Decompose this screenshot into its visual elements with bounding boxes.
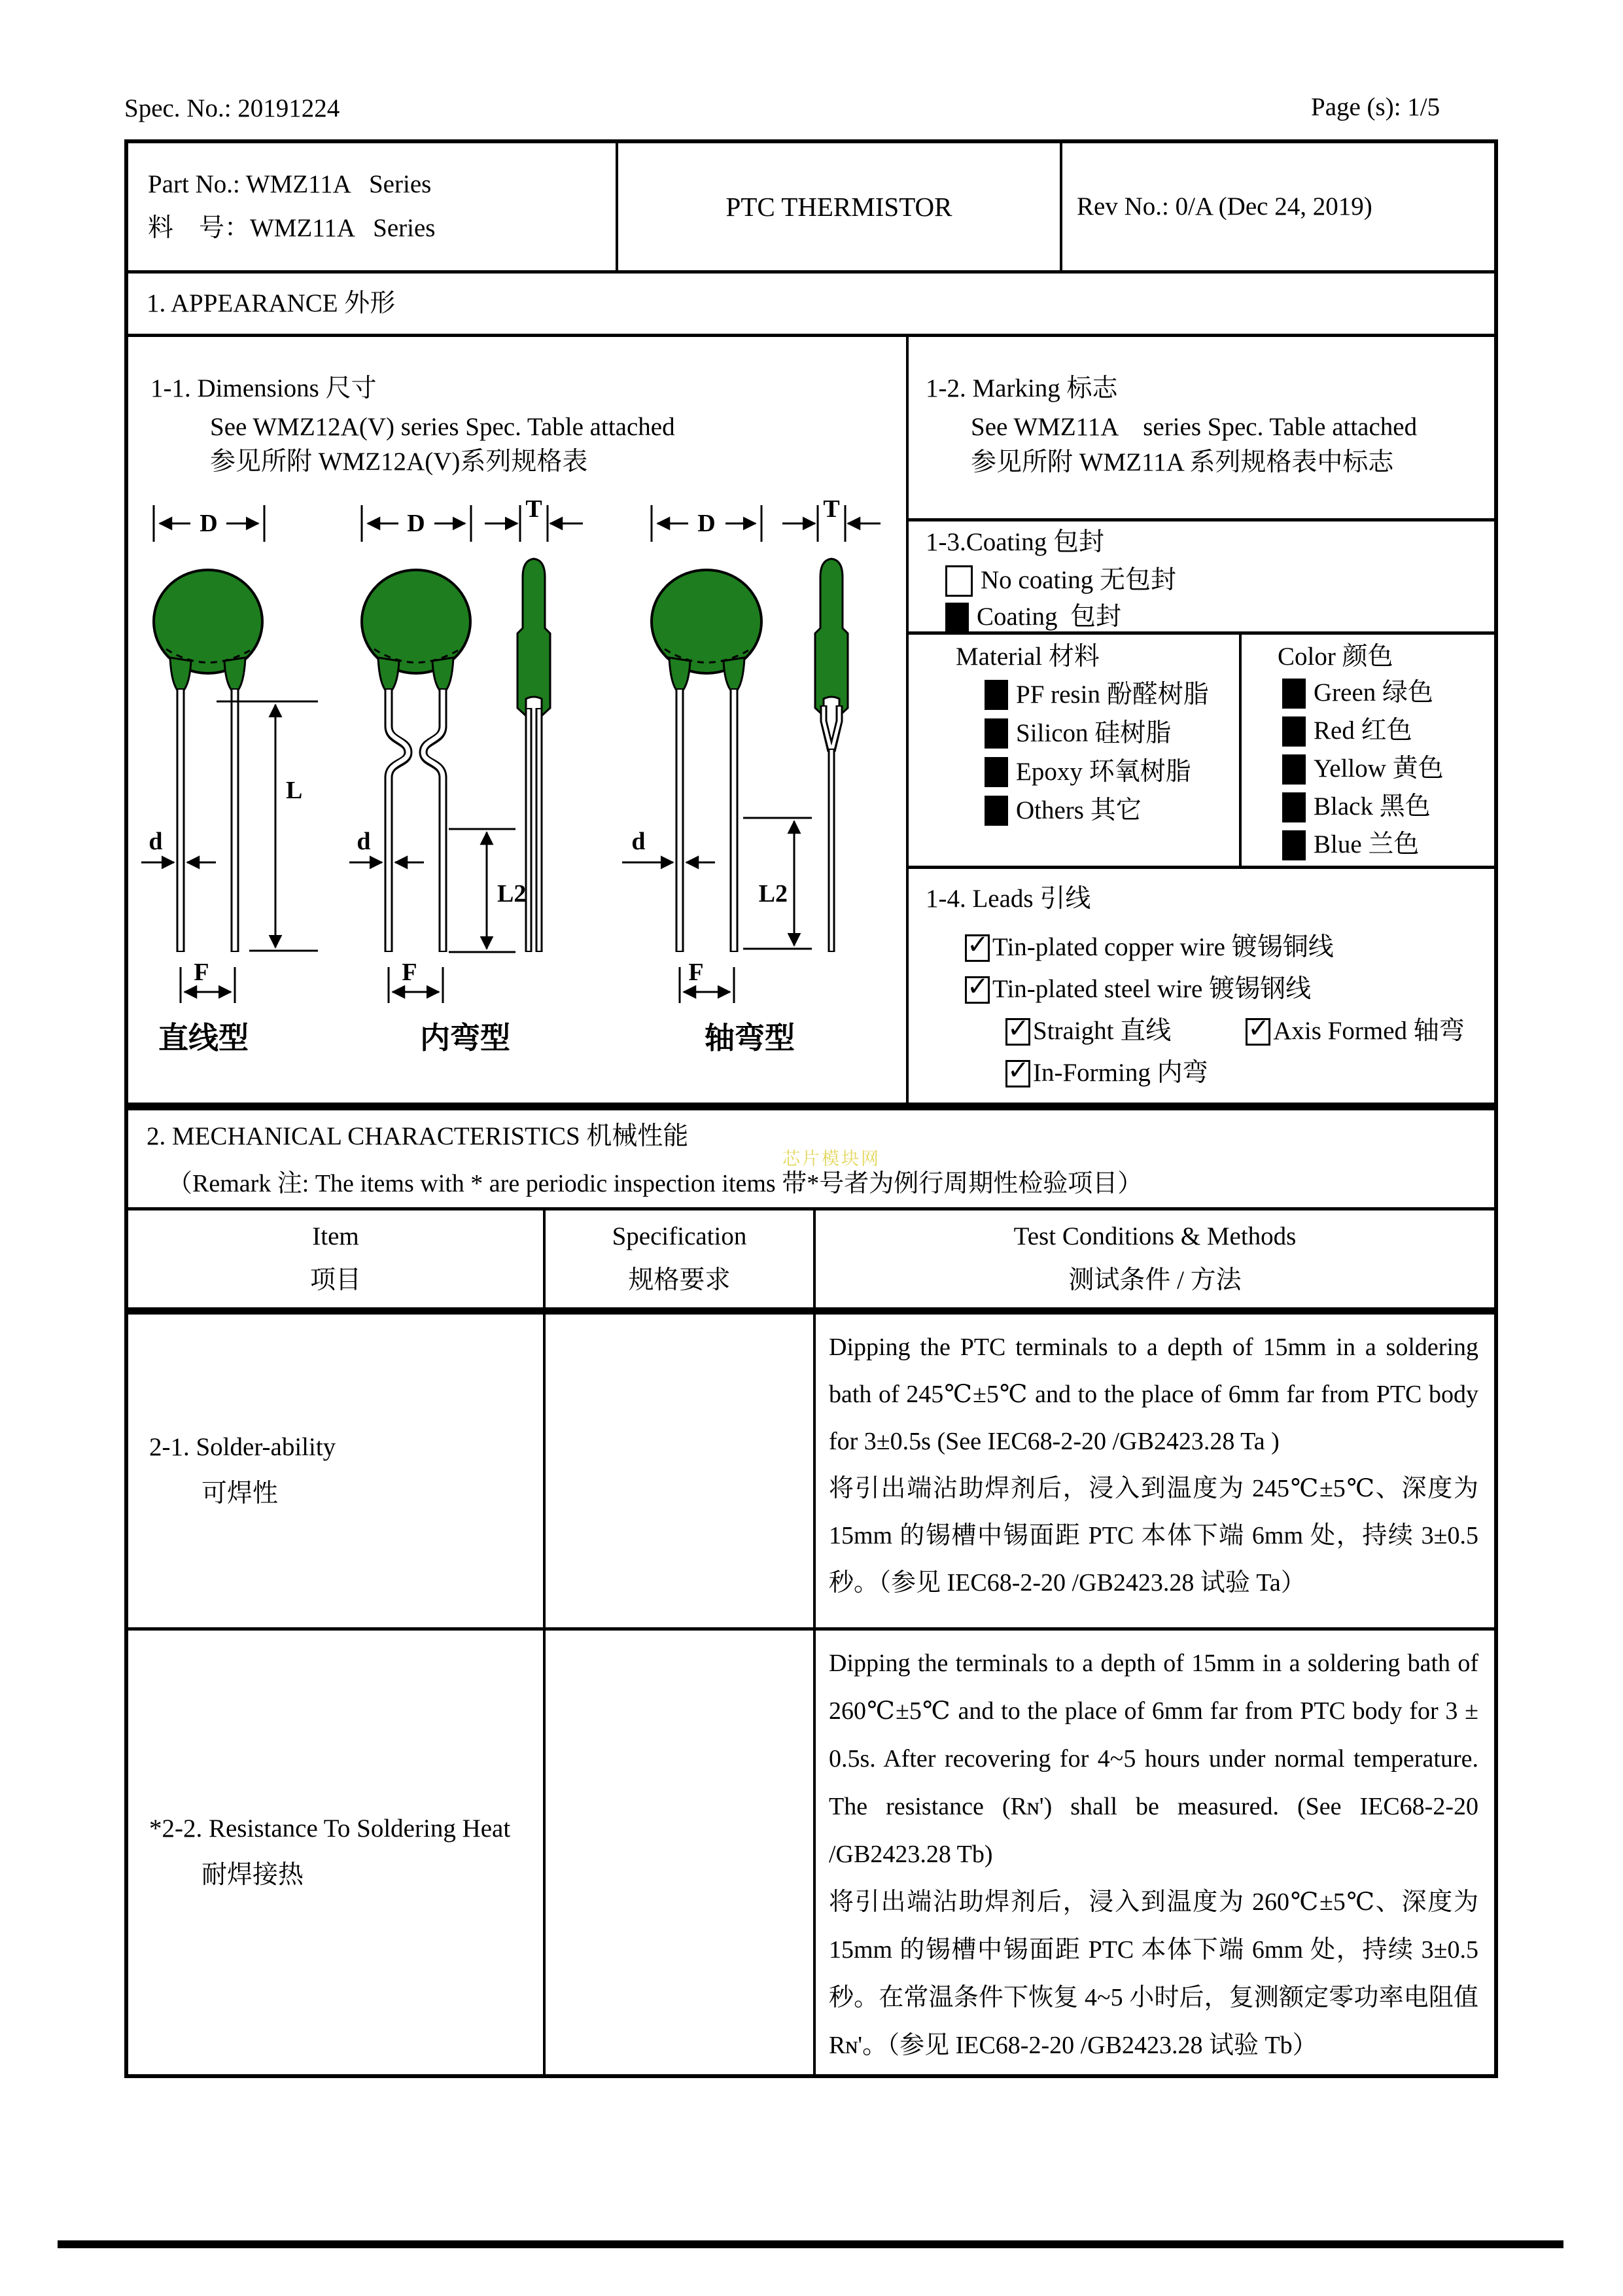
- doc-title-cell: [616, 143, 1060, 270]
- leads-inform-row: [926, 1053, 1494, 1095]
- soldering-heat-item-cell: [128, 1631, 543, 2074]
- material-item-label: Epoxy 环氧树脂: [1016, 757, 1191, 786]
- material-item: [909, 715, 1239, 753]
- part-no-english: Part No.: WMZ11A Series: [148, 170, 432, 199]
- checkbox-icon: [1282, 792, 1306, 822]
- dim-label-d: d: [148, 828, 163, 855]
- color-cell: [1239, 635, 1497, 866]
- material-item-label: Silicon 硅树脂: [1016, 718, 1172, 747]
- dim-label-F: F: [402, 959, 417, 986]
- leads-steel-label: Tin-plated steel wire 镀锡钢线: [992, 975, 1312, 1004]
- color-item-label: Blue 兰色: [1314, 830, 1420, 859]
- figure-inform-type: [349, 505, 526, 1055]
- material-item: [909, 792, 1239, 830]
- color-item: [1242, 713, 1497, 751]
- color-item: [1242, 788, 1497, 826]
- test-conditions-en: Dipping the PTC terminals to a depth of 15mm in a soldering bath of 245℃±5℃ and to the place of 6mm far from PTC body for 3±0.5s (See IEC68-2-20 /GB2423.28 Ta ): [829, 1333, 1478, 1455]
- material-title: Material 材料: [956, 643, 1100, 671]
- coating-title: 1-3.Coating 包封: [926, 528, 1104, 556]
- material-item: [909, 676, 1239, 715]
- dim-label-L2: L2: [758, 880, 788, 908]
- dim-label-T: T: [525, 495, 542, 523]
- checkbox-icon: [965, 934, 990, 962]
- disc-side-body: [517, 559, 550, 716]
- color-title: Color 颜色: [1278, 643, 1393, 671]
- checkbox-icon: [1246, 1018, 1270, 1046]
- mechanical-section-row: [128, 1103, 1494, 1207]
- item-en: 2-1. Solder-ability: [149, 1433, 336, 1462]
- color-item: [1242, 675, 1497, 713]
- checkbox-icon: [945, 603, 969, 633]
- dim-label-T: T: [823, 495, 840, 523]
- figure-axis-type: [622, 505, 812, 1055]
- solderability-test-cell: [813, 1315, 1494, 1627]
- dim-label-L2: L2: [497, 880, 527, 908]
- doc-title: PTC THERMISTOR: [725, 192, 952, 222]
- item-cn: 耐焊接热: [201, 1861, 304, 1889]
- dimensions-cell: [128, 337, 906, 1103]
- checkbox-icon: [1282, 679, 1306, 709]
- header-item-cn: 项目: [309, 1266, 361, 1294]
- color-item-label: Yellow 黄色: [1314, 754, 1444, 783]
- dim-label-D: D: [407, 510, 425, 537]
- leads-copper-wire: [926, 927, 1494, 969]
- coating-options: [926, 563, 1494, 636]
- side-view-axis: [782, 495, 881, 952]
- part-no-cell: [128, 143, 616, 270]
- appearance-section-row: [128, 270, 1494, 334]
- material-cell: [909, 635, 1239, 866]
- checkbox-icon: [1005, 1060, 1030, 1087]
- marking-line2: 参见所附 WMZ11A 系列规格表中标志: [971, 448, 1394, 476]
- checkbox-icon: [985, 796, 1008, 826]
- coating-option-label: No coating 无包封: [981, 566, 1176, 595]
- dim-label-L: L: [286, 777, 303, 804]
- material-color-section: [909, 631, 1494, 866]
- checkbox-icon: [1282, 754, 1306, 785]
- caption-straight: 直线型: [158, 1021, 249, 1055]
- leads-steel-wire: [926, 969, 1494, 1011]
- rev-no-cell: [1060, 143, 1494, 270]
- disc-side-body: [815, 559, 848, 716]
- coating-option: [926, 599, 1494, 636]
- caption-axis: 轴弯型: [705, 1021, 795, 1055]
- leads-straight-label: Straight 直线: [1033, 1017, 1172, 1046]
- mech-table-header-row: [128, 1207, 1494, 1307]
- mechanical-section-title: 2. MECHANICAL CHARACTERISTICS 机械性能: [147, 1122, 689, 1150]
- row-solderability: [128, 1307, 1494, 1627]
- soldering-heat-spec-cell: [543, 1631, 813, 2074]
- color-item: [1242, 751, 1497, 788]
- solderability-spec-cell: [543, 1315, 813, 1627]
- header-spec-en: Specification: [612, 1222, 747, 1251]
- leads-axis-label: Axis Formed 轴弯: [1273, 1017, 1465, 1046]
- header-spec-cell: [543, 1210, 813, 1307]
- spec-number: Spec. No.: 20191224: [124, 94, 340, 122]
- figure-straight-type: [141, 505, 318, 1055]
- header-test-cell: [813, 1210, 1494, 1307]
- checkbox-icon: [985, 680, 1008, 710]
- page-number: Page (s): 1/5: [1311, 93, 1440, 121]
- leads-section: [909, 866, 1494, 1103]
- item-cn: 可焊性: [201, 1479, 279, 1508]
- dim-label-F: F: [194, 959, 209, 986]
- thermistor-figures: [128, 491, 906, 1103]
- header-test-en: Test Conditions & Methods: [1013, 1222, 1297, 1251]
- checkbox-icon: [945, 565, 973, 597]
- row-soldering-heat: [128, 1627, 1494, 2074]
- part-no-chinese: 料 号：WMZ11A Series: [148, 214, 436, 242]
- dim-label-d: d: [631, 828, 646, 855]
- dimensions-line2: 参见所附 WMZ12A(V)系列规格表: [210, 448, 588, 476]
- checkbox-icon: [1282, 716, 1306, 747]
- material-item-label: Others 其它: [1016, 796, 1142, 824]
- dimensions-title: 1-1. Dimensions 尺寸: [150, 374, 377, 402]
- dim-label-D: D: [697, 510, 716, 537]
- checkbox-icon: [1282, 830, 1306, 860]
- leads-title: 1-4. Leads 引线: [926, 885, 1091, 913]
- coating-option-label: Coating 包封: [977, 603, 1121, 631]
- color-item: [1242, 826, 1497, 864]
- material-item: [909, 753, 1239, 792]
- test-conditions-en: Dipping the terminals to a depth of 15mm in a soldering bath of 260℃±5℃ and to the place of 6mm far from PTC body for 3 ± 0.5s. After recovering for 4~5 hours under normal temperature. The resistance (Rɴ') shall be measured. (See IEC68-2-20 /GB2423.28 Tb): [829, 1650, 1478, 1868]
- leads-copper-label: Tin-plated copper wire 镀锡铜线: [992, 933, 1334, 962]
- marking-line1: See WMZ11A series Spec. Table attached: [971, 413, 1418, 441]
- material-item-label: PF resin 酚醛树脂: [1016, 680, 1209, 709]
- header-test-cn: 测试条件 / 方法: [1068, 1266, 1242, 1294]
- spec-sheet: [124, 139, 1498, 2078]
- appearance-right-column: [906, 337, 1494, 1103]
- test-conditions-cn: 将引出端沾助焊剂后，浸入到温度为 245℃±5℃、深度为 15mm 的锡槽中锡面距 PTC 本体下端 6mm 处，持续 3±0.5 秒。（参见 IEC68-2-20 /GB2423.28 试验 Ta）: [829, 1475, 1478, 1597]
- color-items: [1242, 675, 1497, 864]
- footer-rule: [58, 2240, 1563, 2248]
- checkbox-icon: [985, 718, 1008, 749]
- marking-section: [909, 337, 1494, 518]
- appearance-body-row: [128, 334, 1494, 1103]
- checkbox-icon: [965, 976, 990, 1004]
- dim-label-F: F: [688, 959, 704, 986]
- dim-label-D: D: [200, 510, 218, 537]
- item-en: *2-2. Resistance To Soldering Heat: [149, 1814, 511, 1843]
- header-item-en: Item: [312, 1222, 359, 1251]
- watermark: 芯片模块网: [782, 1149, 881, 1169]
- coating-option: [926, 563, 1494, 599]
- material-items: [909, 676, 1239, 830]
- rev-number: Rev No.: 0/A (Dec 24, 2019): [1077, 192, 1372, 221]
- checkbox-icon: [985, 757, 1008, 787]
- soldering-heat-test-cell: [813, 1631, 1494, 2074]
- leads-form-row: [926, 1011, 1494, 1053]
- marking-title: 1-2. Marking 标志: [926, 374, 1118, 402]
- header-item-cell: [128, 1210, 543, 1307]
- header-spec-cn: 规格要求: [628, 1266, 731, 1294]
- title-block-row: [128, 143, 1494, 270]
- caption-inform: 内弯型: [420, 1021, 510, 1055]
- checkbox-icon: [1005, 1018, 1030, 1046]
- color-item-label: Green 绿色: [1314, 679, 1434, 707]
- appearance-section-title: 1. APPEARANCE 外形: [147, 289, 396, 317]
- mechanical-remark: （Remark 注: The items with * are periodic inspection items 带*号者为例行周期性检验项目）: [167, 1170, 1143, 1197]
- solderability-item-cell: [128, 1315, 543, 1627]
- coating-section: [909, 518, 1494, 631]
- color-item-label: Black 黑色: [1314, 792, 1431, 821]
- dimensions-line1: See WMZ12A(V) series Spec. Table attached: [210, 413, 675, 441]
- color-item-label: Red 红色: [1314, 716, 1412, 745]
- test-conditions-cn: 将引出端沾助焊剂后，浸入到温度为 260℃±5℃、深度为 15mm 的锡槽中锡面距 PTC 本体下端 6mm 处，持续 3±0.5 秒。在常温条件下恢复 4~5 小时后，复测额定零功率电阻值 Rɴ'。（参见 IEC68-2-20 /GB2423.28 试验 Tb）: [829, 1888, 1478, 2059]
- dim-label-d: d: [357, 828, 371, 855]
- leads-inform-label: In-Forming 内弯: [1033, 1059, 1208, 1087]
